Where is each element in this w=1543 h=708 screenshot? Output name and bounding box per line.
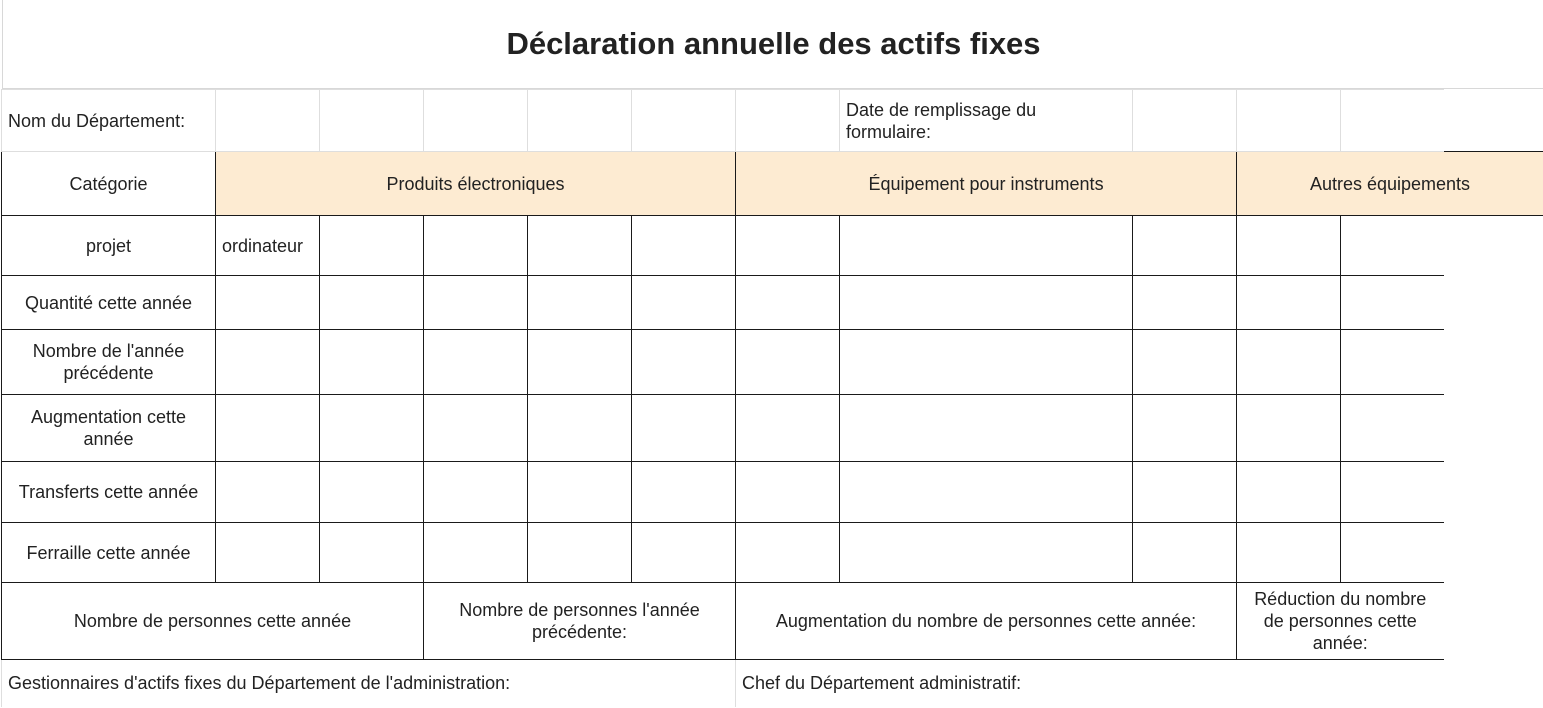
row-label-quantity: Quantité cette année xyxy=(2,276,216,330)
cell[interactable] xyxy=(528,330,632,395)
cell[interactable] xyxy=(320,462,424,523)
cell[interactable] xyxy=(1133,395,1237,462)
cell[interactable] xyxy=(424,276,528,330)
cell[interactable] xyxy=(216,276,320,330)
category-header: Catégorie xyxy=(2,152,216,216)
cell[interactable] xyxy=(736,523,840,583)
cell[interactable] xyxy=(632,276,736,330)
cell[interactable] xyxy=(1133,462,1237,523)
cell[interactable] xyxy=(528,523,632,583)
department-row xyxy=(2,90,1543,152)
cell[interactable] xyxy=(216,330,320,395)
group-other: Autres équipements xyxy=(1237,152,1543,216)
cell[interactable] xyxy=(216,523,320,583)
row-label-increase: Augmentation cette année xyxy=(2,395,216,462)
cell[interactable] xyxy=(1237,523,1341,583)
people-reduction-label: Réduction du nombre de personnes cette année: xyxy=(1237,583,1444,660)
department-name-label: Nom du Département: xyxy=(2,90,216,152)
row-label-transfers: Transferts cette année xyxy=(2,462,216,523)
row-label-scrap: Ferraille cette année xyxy=(2,523,216,583)
cell[interactable] xyxy=(216,462,320,523)
cell[interactable] xyxy=(1133,276,1237,330)
cell[interactable] xyxy=(1341,330,1444,395)
row-label-previous-year: Nombre de l'année précédente xyxy=(2,330,216,395)
cell[interactable] xyxy=(632,330,736,395)
cell[interactable] xyxy=(216,395,320,462)
people-row xyxy=(2,583,1543,660)
cell[interactable] xyxy=(840,462,1133,523)
cell[interactable] xyxy=(320,330,424,395)
cell[interactable] xyxy=(424,90,528,152)
previous-year-row xyxy=(2,330,1543,395)
cell[interactable] xyxy=(1341,90,1444,152)
cell[interactable] xyxy=(632,90,736,152)
people-current-label: Nombre de personnes cette année xyxy=(2,583,424,660)
cell[interactable] xyxy=(320,523,424,583)
cell[interactable] xyxy=(1237,216,1341,276)
cell[interactable] xyxy=(840,330,1133,395)
cell[interactable] xyxy=(216,90,320,152)
cell[interactable] xyxy=(528,216,632,276)
cell[interactable] xyxy=(1133,523,1237,583)
cell[interactable] xyxy=(424,523,528,583)
item-ordinateur[interactable]: ordinateur xyxy=(216,216,320,276)
cell[interactable] xyxy=(320,276,424,330)
transfers-row xyxy=(2,462,1543,523)
cell[interactable] xyxy=(1341,216,1444,276)
cell[interactable] xyxy=(632,462,736,523)
cell[interactable] xyxy=(736,462,840,523)
group-electronics: Produits électroniques xyxy=(216,152,736,216)
asset-managers-label: Gestionnaires d'actifs fixes du Département de l'administration: xyxy=(2,660,736,707)
category-header-row xyxy=(2,152,1543,216)
cell[interactable] xyxy=(840,395,1133,462)
cell[interactable] xyxy=(736,330,840,395)
cell[interactable] xyxy=(1133,330,1237,395)
cell[interactable] xyxy=(1133,90,1237,152)
cell[interactable] xyxy=(1133,216,1237,276)
cell[interactable] xyxy=(736,276,840,330)
cell[interactable] xyxy=(320,216,424,276)
cell[interactable] xyxy=(1341,395,1444,462)
people-previous-label: Nombre de personnes l'année précédente: xyxy=(424,583,736,660)
asset-form-table xyxy=(1,89,1543,707)
form-title: Déclaration annuelle des actifs fixes xyxy=(2,0,1543,89)
cell[interactable] xyxy=(1341,523,1444,583)
cell[interactable] xyxy=(736,216,840,276)
cell[interactable] xyxy=(1341,276,1444,330)
row-label-projet: projet xyxy=(2,216,216,276)
cell[interactable] xyxy=(1237,395,1341,462)
cell[interactable] xyxy=(632,523,736,583)
cell[interactable] xyxy=(528,276,632,330)
signature-row xyxy=(2,660,1543,707)
cell[interactable] xyxy=(632,395,736,462)
cell[interactable] xyxy=(632,216,736,276)
cell[interactable] xyxy=(1237,90,1341,152)
cell[interactable] xyxy=(528,395,632,462)
cell[interactable] xyxy=(840,216,1133,276)
cell[interactable] xyxy=(424,462,528,523)
cell[interactable] xyxy=(1237,462,1341,523)
scrap-row xyxy=(2,523,1543,583)
cell[interactable] xyxy=(528,462,632,523)
cell[interactable] xyxy=(1341,462,1444,523)
admin-chief-label: Chef du Département administratif: xyxy=(736,660,1444,707)
cell[interactable] xyxy=(320,395,424,462)
group-instruments: Équipement pour instruments xyxy=(736,152,1237,216)
cell[interactable] xyxy=(424,216,528,276)
cell[interactable] xyxy=(424,330,528,395)
quantity-row xyxy=(2,276,1543,330)
cell[interactable] xyxy=(840,523,1133,583)
increase-row xyxy=(2,395,1543,462)
projet-row xyxy=(2,216,1543,276)
cell[interactable] xyxy=(1237,276,1341,330)
people-increase-label: Augmentation du nombre de personnes cette année: xyxy=(736,583,1237,660)
cell[interactable] xyxy=(320,90,424,152)
cell[interactable] xyxy=(528,90,632,152)
cell[interactable] xyxy=(424,395,528,462)
cell[interactable] xyxy=(736,395,840,462)
cell[interactable] xyxy=(840,276,1133,330)
cell[interactable] xyxy=(736,90,840,152)
cell[interactable] xyxy=(1237,330,1341,395)
fill-date-label: Date de remplissage du formulaire: xyxy=(840,90,1133,152)
